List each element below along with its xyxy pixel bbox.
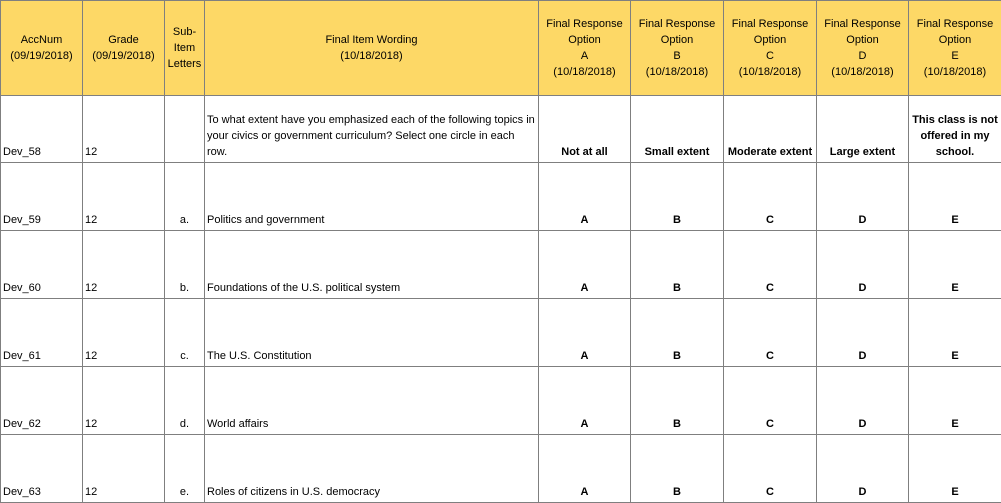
cell-option-b: B	[631, 367, 724, 435]
cell-letter: e.	[165, 435, 205, 503]
cell-option-e: E	[909, 163, 1001, 231]
table-row-intro	[1, 96, 1001, 163]
cell-option-d: D	[817, 299, 909, 367]
cell-option-a: A	[539, 299, 631, 367]
cell-item-wording: To what extent have you emphasized each of the following topics in your civics or government curriculum? Select one circle in each row.	[205, 96, 539, 163]
cell-option-d: D	[817, 231, 909, 299]
cell-option-b-label: Small extent	[631, 96, 724, 163]
header-option-d: Final Response Option D (10/18/2018)	[817, 1, 909, 96]
cell-item-wording: Roles of citizens in U.S. democracy	[205, 435, 539, 503]
cell-option-a-label: Not at all	[539, 96, 631, 163]
header-row	[1, 1, 1001, 96]
cell-option-b: B	[631, 163, 724, 231]
cell-option-a: A	[539, 163, 631, 231]
cell-option-b: B	[631, 299, 724, 367]
cell-option-d-label: Large extent	[817, 96, 909, 163]
cell-option-e: E	[909, 435, 1001, 503]
cell-letter: a.	[165, 163, 205, 231]
cell-item-wording: Foundations of the U.S. political system	[205, 231, 539, 299]
table-row	[1, 299, 1001, 367]
cell-item-wording: Politics and government	[205, 163, 539, 231]
cell-letter: d.	[165, 367, 205, 435]
cell-option-b: B	[631, 231, 724, 299]
cell-grade: 12	[83, 96, 165, 163]
header-option-b: Final Response Option B (10/18/2018)	[631, 1, 724, 96]
cell-option-c: C	[724, 163, 817, 231]
cell-option-c: C	[724, 299, 817, 367]
header-subitem-letters: Sub- Item Letters	[165, 1, 205, 96]
table-row	[1, 163, 1001, 231]
cell-option-d: D	[817, 163, 909, 231]
table-row	[1, 231, 1001, 299]
cell-letter	[165, 96, 205, 163]
cell-option-e: E	[909, 367, 1001, 435]
header-option-e: Final Response Option E (10/18/2018)	[909, 1, 1001, 96]
cell-option-d: D	[817, 367, 909, 435]
cell-grade: 12	[83, 299, 165, 367]
cell-grade: 12	[83, 435, 165, 503]
cell-option-c: C	[724, 231, 817, 299]
cell-option-a: A	[539, 435, 631, 503]
cell-accnum: Dev_58	[1, 96, 83, 163]
cell-option-b: B	[631, 435, 724, 503]
cell-option-a: A	[539, 231, 631, 299]
cell-accnum: Dev_59	[1, 163, 83, 231]
table-row	[1, 367, 1001, 435]
cell-accnum: Dev_60	[1, 231, 83, 299]
cell-accnum: Dev_62	[1, 367, 83, 435]
header-final-item-wording: Final Item Wording (10/18/2018)	[205, 1, 539, 96]
cell-option-e-label: This class is not offered in my school.	[909, 96, 1001, 163]
cell-grade: 12	[83, 367, 165, 435]
cell-letter: c.	[165, 299, 205, 367]
cell-grade: 12	[83, 163, 165, 231]
cell-accnum: Dev_61	[1, 299, 83, 367]
header-grade: Grade (09/19/2018)	[83, 1, 165, 96]
header-option-c: Final Response Option C (10/18/2018)	[724, 1, 817, 96]
cell-option-a: A	[539, 367, 631, 435]
cell-letter: b.	[165, 231, 205, 299]
cell-item-wording: World affairs	[205, 367, 539, 435]
cell-option-e: E	[909, 231, 1001, 299]
header-accnum: AccNum (09/19/2018)	[1, 1, 83, 96]
cell-grade: 12	[83, 231, 165, 299]
cell-option-c-label: Moderate extent	[724, 96, 817, 163]
cell-item-wording: The U.S. Constitution	[205, 299, 539, 367]
cell-option-c: C	[724, 435, 817, 503]
table-row	[1, 435, 1001, 503]
cell-option-e: E	[909, 299, 1001, 367]
cell-option-c: C	[724, 367, 817, 435]
cell-option-d: D	[817, 435, 909, 503]
cell-accnum: Dev_63	[1, 435, 83, 503]
header-option-a: Final Response Option A (10/18/2018)	[539, 1, 631, 96]
